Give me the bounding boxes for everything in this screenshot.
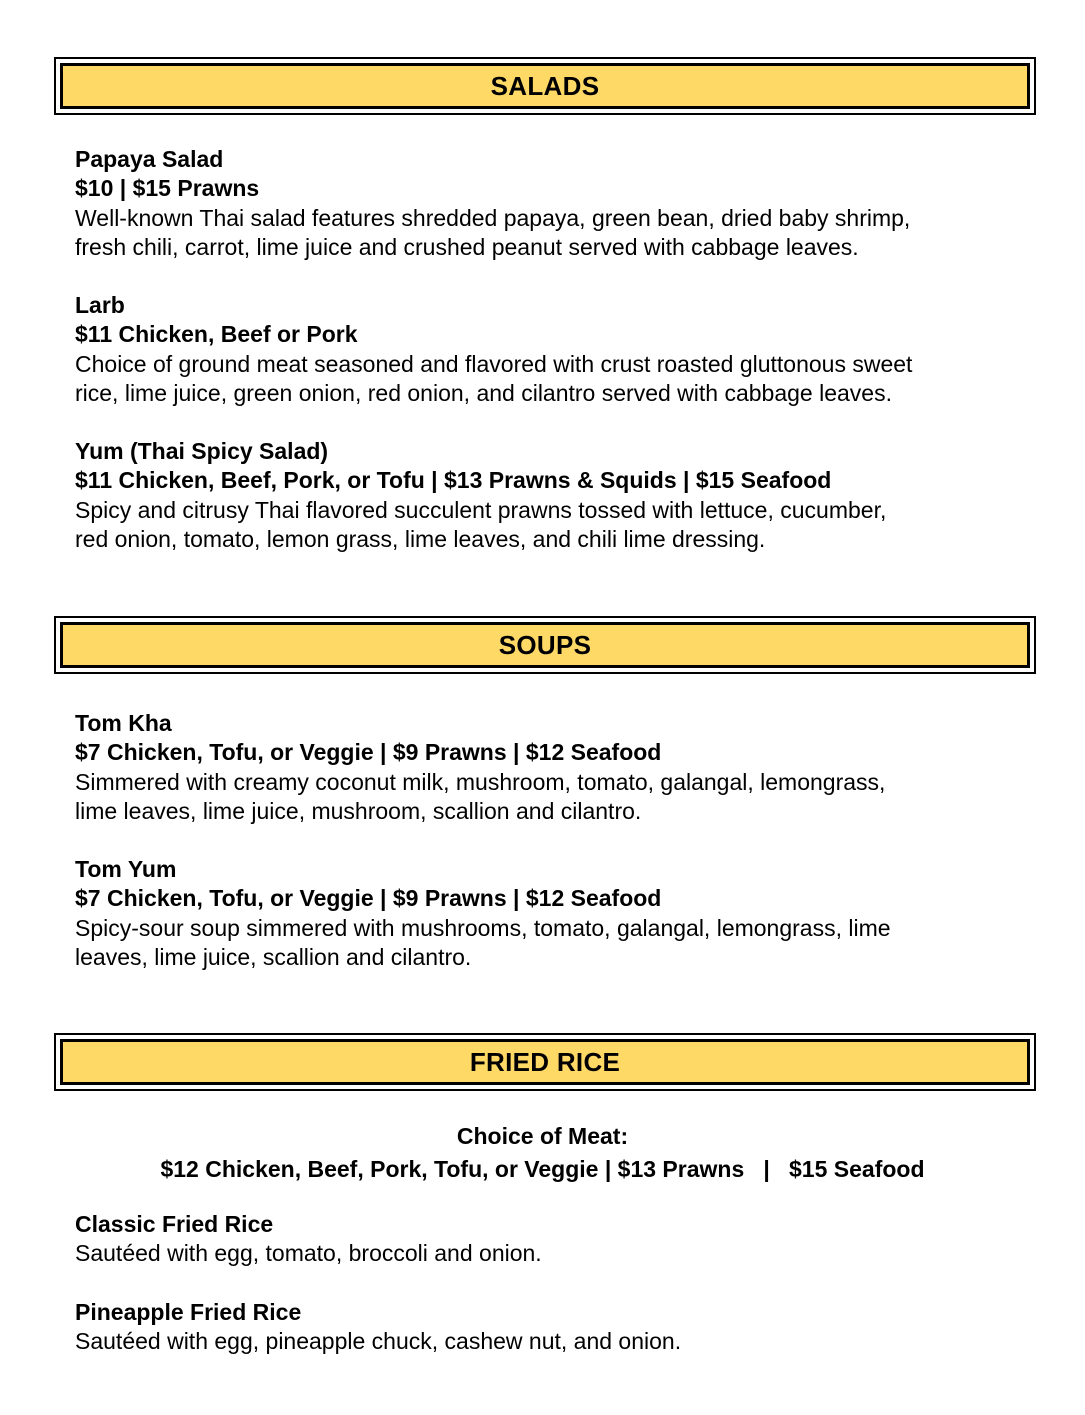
item-price: $11 Chicken, Beef, Pork, or Tofu | $13 Prawns & Squids | $15 Seafood: [75, 467, 832, 494]
choice-of-meat-block: [0, 1120, 1085, 1186]
section-title-fried-rice: FRIED RICE: [469, 1046, 621, 1077]
item-price: $7 Chicken, Tofu, or Veggie | $9 Prawns | $12 Seafood: [75, 739, 662, 766]
item-description-line: Sautéed with egg, pineapple chuck, cashew nut, and onion.: [75, 1328, 682, 1355]
item-name: Classic Fried Rice: [75, 1211, 274, 1237]
item-description-line: Sautéed with egg, tomato, broccoli and onion.: [75, 1240, 542, 1267]
item-description-line: leaves, lime juice, scallion and cilantro.: [75, 943, 472, 970]
item-price: $7 Chicken, Tofu, or Veggie | $9 Prawns | $12 Seafood: [75, 885, 662, 912]
item-description-line: red onion, tomato, lemon grass, lime leaves, and chili lime dressing.: [75, 525, 766, 552]
menu-item-tom-yum: [75, 855, 1035, 972]
salads-banner-inner: [60, 63, 1030, 109]
item-name: Pineapple Fried Rice: [75, 1299, 302, 1325]
item-description-line: lime leaves, lime juice, mushroom, scallion and cilantro.: [75, 797, 642, 824]
menu-item-pineapple-fried-rice: [75, 1298, 1035, 1357]
soups-banner: [54, 616, 1036, 674]
item-price: $10 | $15 Prawns: [75, 175, 260, 202]
choice-of-meat-heading: Choice of Meat:: [456, 1123, 629, 1149]
salads-banner: [54, 57, 1036, 115]
item-price: $11 Chicken, Beef or Pork: [75, 321, 358, 348]
item-name: Tom Kha: [75, 710, 172, 736]
menu-item-yum: [75, 437, 1035, 554]
item-description-line: Simmered with creamy coconut milk, mushroom, tomato, galangal, lemongrass,: [75, 768, 886, 795]
menu-item-larb: [75, 291, 1035, 408]
section-title-salads: SALADS: [490, 70, 600, 101]
menu-item-papaya-salad: [75, 145, 1035, 262]
item-name: Yum (Thai Spicy Salad): [75, 438, 329, 464]
menu-item-classic-fried-rice: [75, 1210, 1035, 1269]
item-name: Larb: [75, 292, 125, 318]
item-name: Papaya Salad: [75, 146, 224, 172]
fried-rice-banner: [54, 1033, 1036, 1091]
item-description-line: Well-known Thai salad features shredded papaya, green bean, dried baby shrimp,: [75, 204, 911, 231]
item-description-line: Choice of ground meat seasoned and flavored with crust roasted gluttonous sweet: [75, 350, 913, 377]
item-description-line: fresh chili, carrot, lime juice and crushed peanut served with cabbage leaves.: [75, 233, 859, 260]
item-description-line: Spicy-sour soup simmered with mushrooms, tomato, galangal, lemongrass, lime: [75, 914, 891, 941]
item-description-line: rice, lime juice, green onion, red onion, and cilantro served with cabbage leaves.: [75, 379, 892, 406]
fried-rice-banner-inner: [60, 1039, 1030, 1085]
item-name: Tom Yum: [75, 856, 177, 882]
menu-item-tom-kha: [75, 709, 1035, 826]
section-title-soups: SOUPS: [498, 629, 592, 660]
soups-banner-inner: [60, 622, 1030, 668]
item-description-line: Spicy and citrusy Thai flavored succulent prawns tossed with lettuce, cucumber,: [75, 496, 887, 523]
choice-of-meat-prices: $12 Chicken, Beef, Pork, Tofu, or Veggie | $13 Prawns | $15 Seafood: [160, 1156, 925, 1182]
